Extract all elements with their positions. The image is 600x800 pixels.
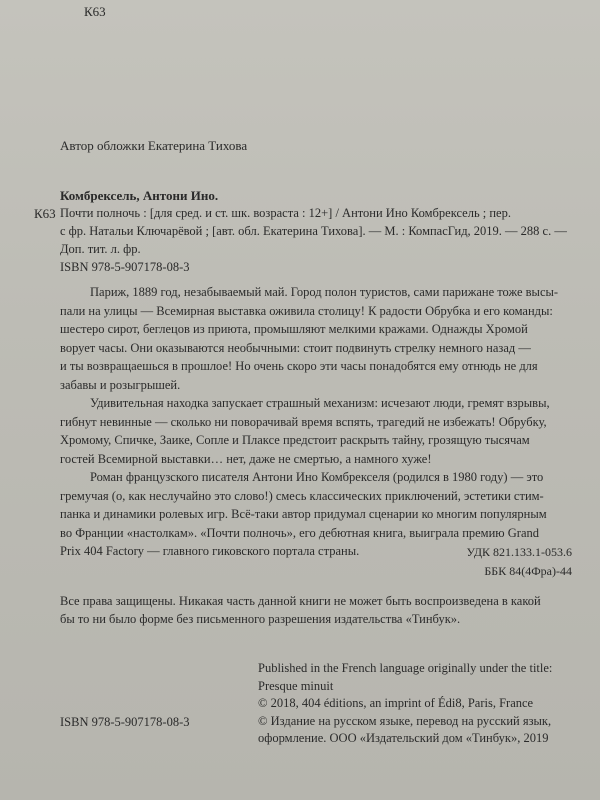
rights-line: Все права защищены. Никакая часть данной книги не может быть воспроизведена в какой	[60, 594, 541, 608]
abstract-line: гостей Всемирной выставки… нет, даже не смертью, а намного хуже!	[60, 451, 432, 466]
abstract-paragraph	[60, 394, 580, 468]
publisher-info	[258, 660, 552, 748]
abstract-line: и ты возвращаешься в прошлое! Но очень скоро эти часы понадобятся ему отнюдь не для	[60, 359, 538, 373]
abstract-line: Хромому, Спичке, Заике, Сопле и Плаксе предстоит раскрыть тайну, грозящую тысячам	[60, 433, 530, 447]
abstract-line: Роман французского писателя Антони Ино Комбрекселя (родился в 1980 году) — это	[90, 470, 544, 484]
catalog-line: с фр. Натальи Ключарёвой ; [авт. обл. Екатерина Тихова]. — М. : КомпасГид, 2019. — 288 с. —	[60, 224, 567, 238]
abstract-line: пали на улицы — Всемирная выставка оживила столицу! К радости Обрубка и его команды:	[60, 303, 553, 318]
publisher-line: Published in the French language originally under the title:	[258, 661, 553, 675]
abstract-line: Париж, 1889 год, незабываемый май. Город полон туристов, сами парижане тоже высы-	[90, 285, 559, 299]
publisher-line: © 2018, 404 éditions, an imprint of Édi8, Paris, France	[258, 696, 534, 710]
book-abstract	[60, 283, 580, 561]
abstract-line: во Франции «настолкам». «Почти полночь», его дебютная книга, выиграла премию Grand	[60, 525, 539, 540]
catalog-code: К63	[34, 206, 56, 221]
publisher-line: оформление. ООО «Издательский дом «Тинбук», 2019	[258, 731, 549, 745]
abstract-line: шестеро сирот, беглецов из приюта, промышляют мелкими кражами. Однажды Хромой	[60, 322, 528, 336]
top-catalog-code: К63	[84, 4, 106, 19]
catalog-author: Комбрексель, Антони Ино.	[60, 188, 219, 203]
abstract-line: Prix 404 Factory — главного гиковского портала страны.	[60, 544, 360, 558]
cover-author-credit: Автор обложки Екатерина Тихова	[60, 138, 248, 153]
publisher-line: © Издание на русском языке, перевод на русский язык,	[258, 713, 552, 728]
abstract-line: гибнут невинные — сколько ни поворачивай время вспять, трагедий не избежать! Обрубку,	[60, 414, 547, 429]
bbk-code: ББК 84(4Фра)-44	[484, 564, 572, 578]
abstract-line: Удивительная находка запускает страшный механизм: исчезают люди, гремят взрывы,	[90, 396, 550, 410]
abstract-line: панка и динамики ролевых игр. Всё-таки автор придумал сценарии ко многим популярным	[60, 507, 547, 521]
catalog-line: Почти полночь : [для сред. и ст. шк. возраста : 12+] / Антони Ино Комбрексель ; пер.	[60, 206, 511, 220]
udk-code: УДК 821.133.1-053.6	[466, 545, 572, 559]
abstract-line: забавы и розыгрышей.	[60, 377, 181, 392]
abstract-line: гремучая (о, как неслучайно это слово!) смесь классических приключений, эстетики стим-	[60, 488, 544, 503]
publisher-line: Presque minuit	[258, 678, 334, 693]
rights-line: бы то ни было форме без письменного разрешения издательства «Тинбук».	[60, 612, 461, 626]
abstract-line: ворует часы. Они оказываются необычными: стоит подвинуть стрелку немного назад —	[60, 340, 531, 355]
rights-notice	[60, 592, 541, 628]
catalog-isbn: ISBN 978-5-907178-08-3	[60, 260, 190, 274]
catalog-line: Доп. тит. л. фр.	[60, 242, 141, 256]
isbn-bottom: ISBN 978-5-907178-08-3	[60, 715, 190, 729]
abstract-paragraph	[60, 283, 580, 394]
